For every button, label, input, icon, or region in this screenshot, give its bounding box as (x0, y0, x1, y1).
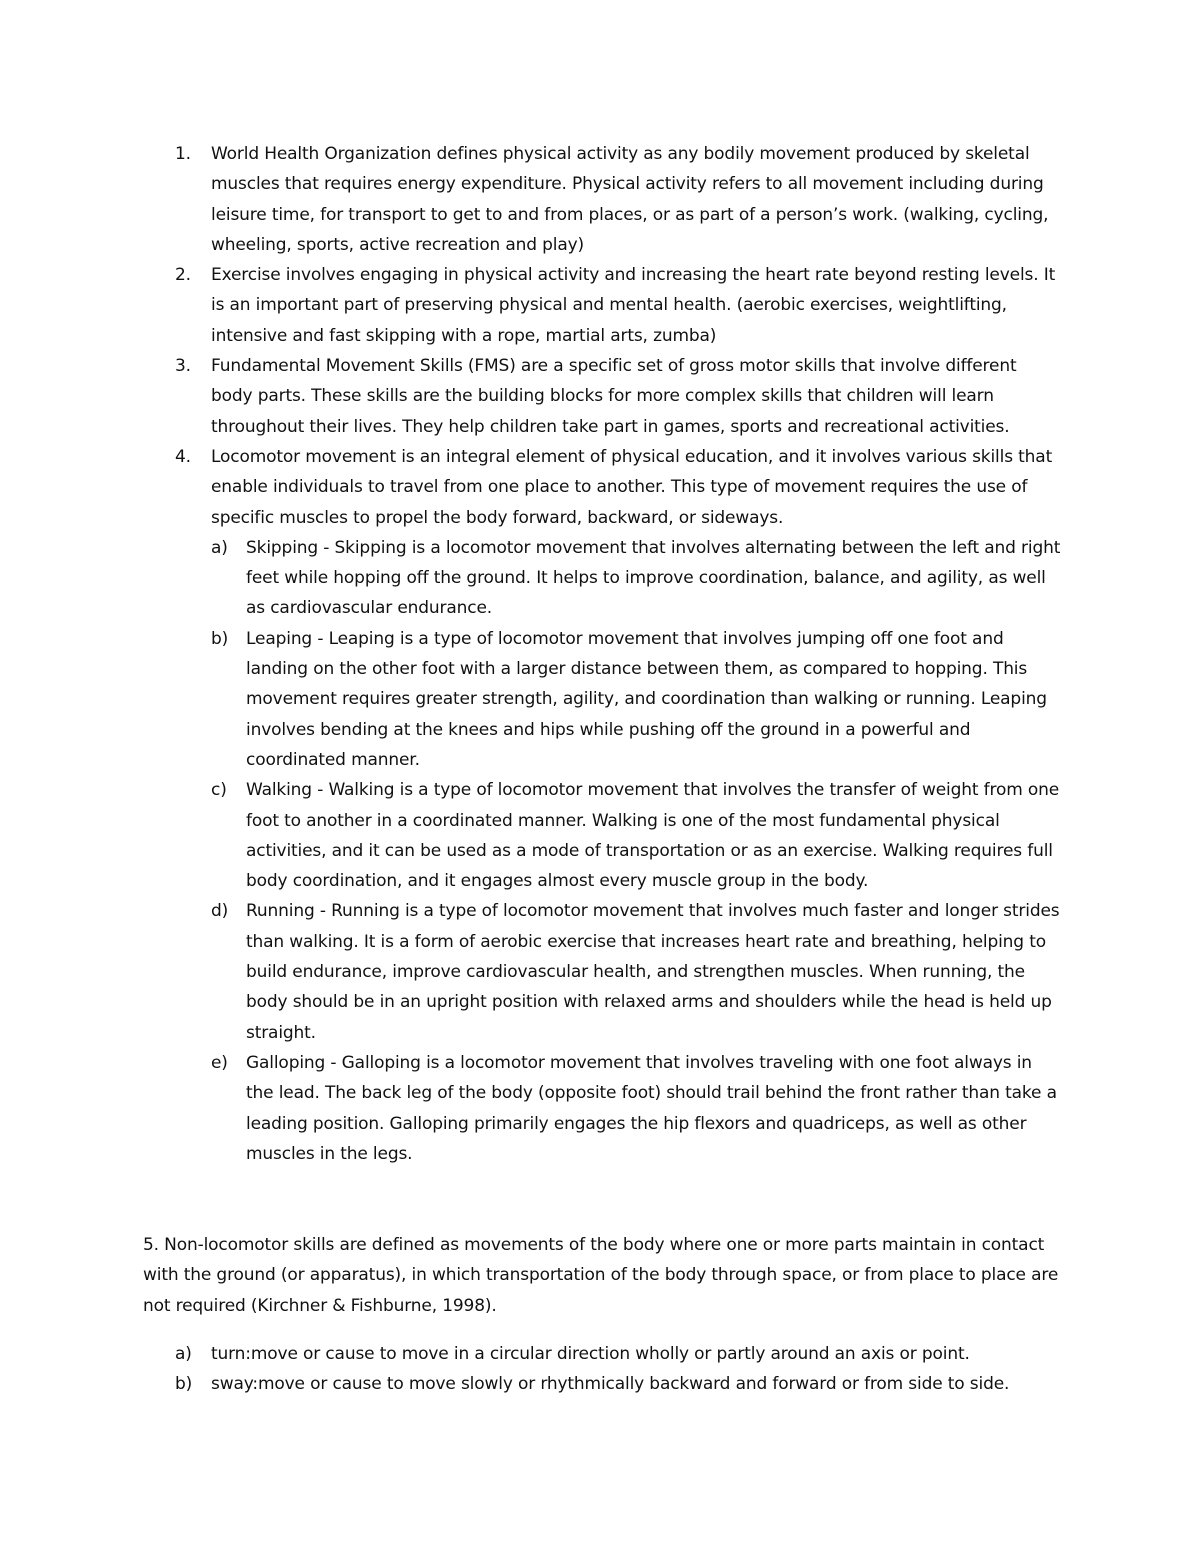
list-item-text: Locomotor movement is an integral element of physical education, and it involves various skills that enable individuals to travel from one place to another. This type of movement requires the use of specific muscles to propel the body forward, backward, or sideways. (211, 446, 1053, 528)
sublist-item-text: Walking - Walking is a type of locomotor movement that involves the transfer of weight from one foot to another in a coordinated manner. Walking is one of the most fundamental physical activities, and it can be used as a mode of transportation or as an exercise. Walking requires full body coordination, and it engages almost every muscle group in the body. (246, 780, 1060, 892)
list-item (143, 1369, 1063, 1399)
sublist-item-text: Galloping - Galloping is a locomotor movement that involves traveling with one foot always in the lead. The back leg of the body (opposite foot) should trail behind the front rather than take a leading position. Galloping primarily engages the hip flexors and quadriceps, as well as other muscles in the legs. (246, 1052, 1057, 1164)
sublist-item-text: Running - Running is a type of locomotor movement that involves much faster and longer strides than walking. It is a form of aerobic exercise that increases heart rate and breathing, helping to build endurance, improve cardiovascular health, and strengthen muscles. When running, the body should be in an upright position with relaxed arms and shoulders while the head is held up straight. (246, 901, 1060, 1043)
sublist-item (143, 775, 1063, 896)
non-locomotor-list (143, 1339, 1063, 1400)
sublist-item (143, 1048, 1063, 1169)
sublist-label: b) (211, 628, 229, 649)
sublist-label: e) (211, 1052, 228, 1073)
sublist-label: d) (211, 901, 229, 922)
list-item-text: Fundamental Movement Skills (FMS) are a specific set of gross motor skills that involve different body parts. These skills are the building blocks for more complex skills that children will learn throughout their lives. They help children take part in games, sports and recreational activities. (211, 356, 1017, 437)
sublist-item-text: Leaping - Leaping is a type of locomotor movement that involves jumping off one foot and landing on the other foot with a larger distance between them, as compared to hopping. This movement requires greater strength, agility, and coordination than walking or running. Leaping involves bending at the knees and hips while pushing off the ground in a powerful and coordinated manner. (246, 628, 1047, 770)
list-number: 2. (175, 265, 191, 286)
sublist-label: c) (211, 780, 227, 801)
sublist-label: a) (211, 537, 228, 558)
sublist-item (143, 533, 1063, 624)
list-item-text: sway:move or cause to move slowly or rhythmically backward and forward or from side to side. (211, 1374, 1010, 1395)
list-item (143, 139, 1063, 260)
sublist-item (143, 896, 1063, 1047)
list-item-text: Exercise involves engaging in physical activity and increasing the heart rate beyond resting levels. It is an important part of preserving physical and mental health. (aerobic exercises, weightlifting, intensive and fast skipping with a rope, martial arts, zumba) (211, 265, 1056, 346)
list-item (143, 1339, 1063, 1369)
sublist-item-text: Skipping - Skipping is a locomotor movement that involves alternating between the left and right feet while hopping off the ground. It helps to improve coordination, balance, and agility, as well as cardiovascular endurance. (246, 537, 1061, 619)
list-item (143, 351, 1063, 442)
list-item-text: turn:move or cause to move in a circular direction wholly or partly around an axis or point. (211, 1343, 970, 1364)
list-number: 4. (175, 446, 191, 467)
sublist-label: a) (175, 1343, 192, 1364)
list-number: 3. (175, 356, 191, 377)
list-item-text: World Health Organization defines physical activity as any bodily movement produced by skeletal muscles that requires energy expenditure. Physical activity refers to all movement including during leisure time, for transport to get to and from places, or as part of a person’s work. (walking, cycling, wheeling, sports, active recreation and play) (211, 144, 1049, 255)
sublist-label: b) (175, 1374, 193, 1395)
sublist-item (143, 624, 1063, 775)
list-number: 1. (175, 144, 191, 164)
list-item (143, 442, 1063, 533)
paragraph-non-locomotor: 5. Non-locomotor skills are defined as movements of the body where one or more parts maintain in contact with the ground (or apparatus), in which transportation of the body through space, or from place to place are not required (Kirchner & Fishburne, 1998). (143, 1235, 1059, 1316)
list-item (143, 260, 1063, 351)
document-body (143, 139, 1063, 1400)
